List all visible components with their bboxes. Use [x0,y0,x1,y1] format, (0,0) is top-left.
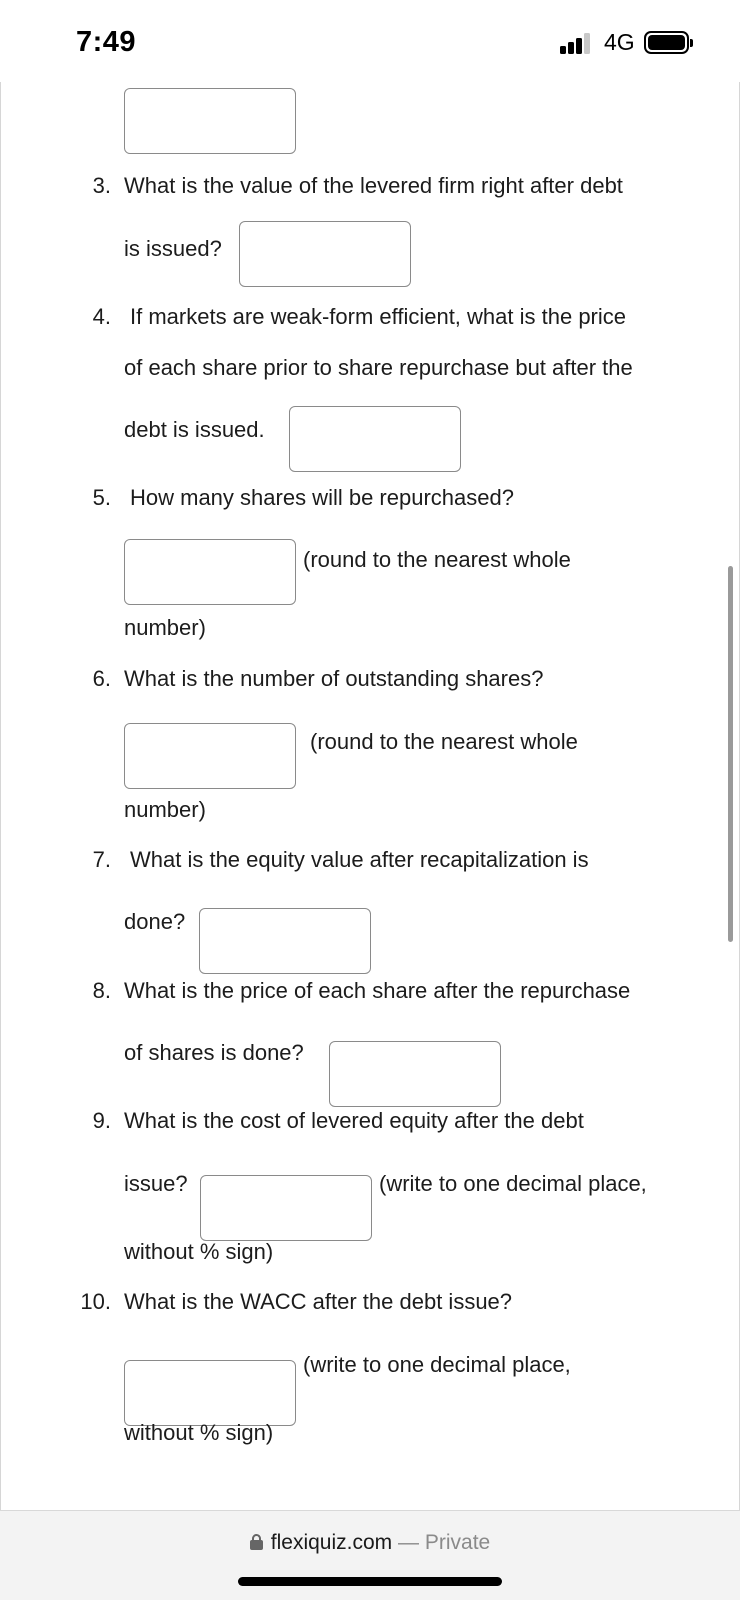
question-number: 5. [92,485,111,510]
quiz-content [0,82,740,1510]
answer-hint: without % sign) [124,1239,274,1264]
answer-input-2[interactable] [124,88,296,154]
answer-input-4[interactable] [289,406,461,472]
question-text: is issued? [124,236,222,261]
question-text: debt is issued. [124,417,265,442]
answer-input-6[interactable] [124,723,296,789]
question-number: 3. [92,173,111,198]
network-type: 4G [604,29,635,55]
answer-input-7[interactable] [199,908,371,974]
status-bar [0,0,740,82]
address-bar[interactable] [0,1531,740,1555]
answer-hint: (round to the nearest whole [310,729,578,754]
answer-hint: number) [124,615,206,640]
answer-input-3[interactable] [239,221,411,287]
question-number: 4. [92,304,111,329]
separator: — [398,1531,420,1554]
question-number: 10. [80,1289,111,1314]
lock-icon [250,1534,263,1550]
question-number: 8. [92,978,111,1003]
answer-input-8[interactable] [329,1041,501,1107]
answer-input-9[interactable] [200,1175,372,1241]
question-text: If markets are weak-form efficient, what is the price [130,304,626,329]
answer-input-10[interactable] [124,1360,296,1426]
question-text: issue? [124,1171,188,1196]
question-text: of each share prior to share repurchase but after the [124,355,633,380]
signal-icon [560,32,592,54]
home-indicator[interactable] [238,1577,502,1586]
answer-hint: without % sign) [124,1420,274,1445]
question-number: 7. [92,847,111,872]
question-text: What is the number of outstanding shares? [124,666,544,691]
question-text: What is the price of each share after the repurchase [124,978,631,1003]
question-text: How many shares will be repurchased? [130,485,514,510]
question-text: What is the WACC after the debt issue? [124,1289,513,1314]
question-text: of shares is done? [124,1040,304,1065]
question-text: What is the value of the levered firm right after debt [124,173,623,198]
answer-input-5[interactable] [124,539,296,605]
scrollbar[interactable] [728,566,733,942]
answer-hint: (write to one decimal place, [379,1171,647,1196]
private-mode-label: Private [424,1531,491,1554]
status-time: 7:49 [76,26,137,58]
answer-hint: (write to one decimal place, [303,1352,571,1377]
question-text: done? [124,909,186,934]
browser-bottom-bar [0,1510,740,1600]
answer-hint: (round to the nearest whole [303,547,571,572]
question-text: What is the cost of levered equity after the debt [124,1108,584,1133]
question-number: 9. [92,1108,111,1133]
battery-icon [644,31,689,54]
answer-hint: number) [124,797,206,822]
question-text: What is the equity value after recapitalization is [130,847,589,872]
question-number: 6. [92,666,111,691]
site-domain: flexiquiz.com [270,1531,393,1554]
